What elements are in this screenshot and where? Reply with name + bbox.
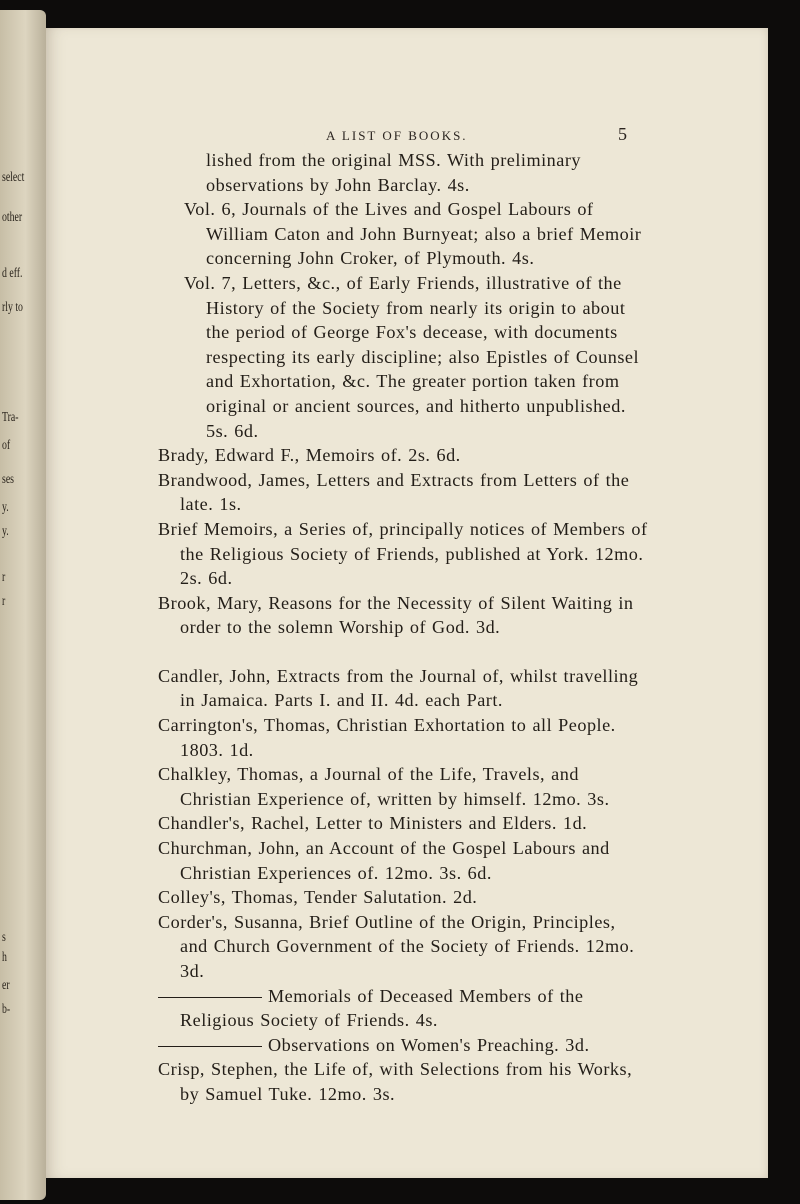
list-entry xyxy=(158,468,648,517)
entry-text: Candler, John, Extracts from the Journal of, whilst travelling in Jamaica. Parts I. and II. 4d. each Part. xyxy=(158,665,639,711)
facing-page-fragment: er xyxy=(2,978,10,993)
entry-text: Vol. 6, Journals of the Lives and Gospel Labours of William Caton and John Burnyeat; also a brief Memoir concerning John Croker, of Plymouth. 4s. xyxy=(184,199,642,269)
entry-text: Carrington's, Thomas, Christian Exhortation to all People. 1803. 1d. xyxy=(158,715,616,760)
list-entry xyxy=(158,984,648,1033)
ditto-dash xyxy=(158,997,262,998)
entry-text: Chalkley, Thomas, a Journal of the Life, Travels, and Christian Experience of, written by himself. 12mo. 3s. xyxy=(158,764,610,809)
entry-text: Observations on Women's Preaching. 3d. xyxy=(268,1034,590,1055)
facing-page-fragment: h xyxy=(2,950,7,965)
facing-page-fragment: y. xyxy=(2,500,9,515)
entry-text: Vol. 7, Letters, &c., of Early Friends, illustrative of the History of the Society from nearly its origin to about the period of George Fox's decease, with documents respecting its early discipline; also Epistles of Counsel and Exhortation, &c. The greater portion taken from original or ancient sources, and hitherto unpublished. 5s. 6d. xyxy=(184,272,640,441)
list-entry xyxy=(158,443,648,468)
list-entry xyxy=(158,148,648,197)
entry-text: Brook, Mary, Reasons for the Necessity of Silent Waiting in order to the solemn Worship of God. 3d. xyxy=(158,592,634,638)
list-entry xyxy=(158,762,648,811)
facing-page-edge xyxy=(0,10,46,1200)
list-entry xyxy=(158,910,648,984)
list-entry xyxy=(158,271,648,443)
page-number: 5 xyxy=(618,124,627,144)
list-entry xyxy=(158,836,648,885)
facing-page-fragment: d eff. xyxy=(2,266,23,281)
list-entry xyxy=(158,713,648,762)
list-entry xyxy=(158,517,648,591)
list-entry xyxy=(158,1057,648,1106)
running-head: A LIST OF BOOKS. xyxy=(326,128,468,143)
ditto-dash xyxy=(158,1046,262,1047)
facing-page-fragment: r xyxy=(2,570,6,585)
list-entry xyxy=(158,811,648,836)
entry-text: Memorials of Deceased Members of the Religious Society of Friends. 4s. xyxy=(180,985,584,1031)
facing-page-fragment: r xyxy=(2,594,6,609)
facing-page-fragment: rly to xyxy=(2,300,23,315)
facing-page-fragment: y. xyxy=(2,524,9,539)
facing-page-fragment: s xyxy=(2,930,6,945)
entry-text: Brady, Edward F., Memoirs of. 2s. 6d. xyxy=(158,445,461,466)
facing-page-fragment: of xyxy=(2,438,11,453)
list-entry xyxy=(158,591,648,640)
entry-text: Crisp, Stephen, the Life of, with Selections from his Works, by Samuel Tuke. 12mo. 3s. xyxy=(158,1059,633,1104)
entry-text: Colley's, Thomas, Tender Salutation. 2d. xyxy=(158,887,478,908)
list-entry xyxy=(158,885,648,910)
facing-page-fragment: other xyxy=(2,210,23,225)
entry-text: Corder's, Susanna, Brief Outline of the Origin, Principles, and Church Government of the Society of Friends. 12mo. 3d. xyxy=(158,911,635,981)
list-entry xyxy=(158,1033,648,1058)
entry-text: Churchman, John, an Account of the Gospel Labours and Christian Experiences of. 12mo. 3s. 6d. xyxy=(158,838,610,883)
entry-text: Chandler's, Rachel, Letter to Ministers and Elders. 1d. xyxy=(158,813,588,834)
list-entry xyxy=(158,664,648,713)
entry-text: Brandwood, James, Letters and Extracts from Letters of the late. 1s. xyxy=(158,469,630,515)
book-list xyxy=(158,148,648,1107)
entry-text: Brief Memoirs, a Series of, principally notices of Members of the Religious Society of Friends, published at York. 12mo. 2s. 6d. xyxy=(158,518,648,589)
book-page xyxy=(46,28,768,1178)
entry-text: lished from the original MSS. With preliminary observations by John Barclay. 4s. xyxy=(206,150,581,195)
list-entry xyxy=(158,197,648,271)
facing-page-fragment: ses xyxy=(2,472,14,487)
facing-page-fragment: select xyxy=(2,170,25,185)
facing-page-fragment: b- xyxy=(2,1002,11,1017)
facing-page-fragment: Tra- xyxy=(2,410,19,425)
